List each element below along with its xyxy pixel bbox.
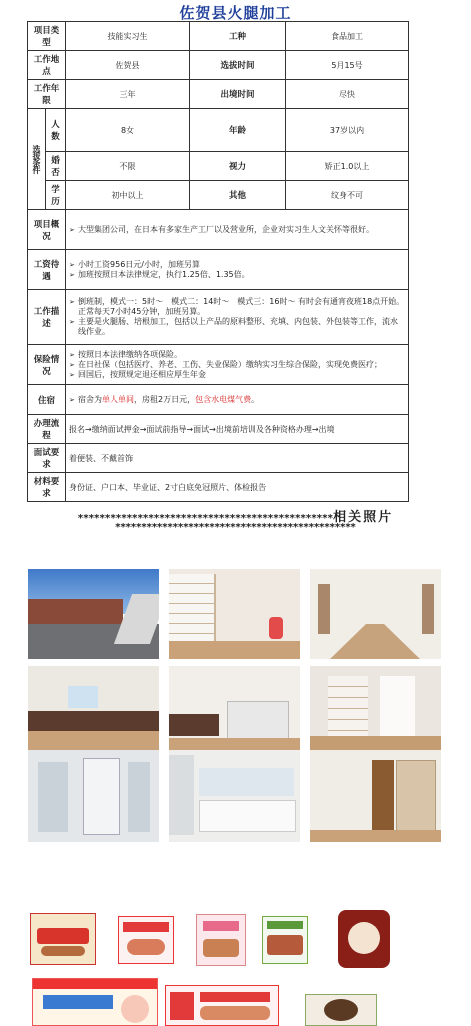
value-process: 报名→缴纳面试押金→面试前指导→面试→出境前培训及各种资格办理→出境 <box>66 415 409 444</box>
photos-heading-stars: ********************************************** <box>115 522 356 533</box>
label-selection: 选拔条件 <box>32 145 41 173</box>
photo-corridor <box>310 569 441 659</box>
label-count: 人数 <box>46 109 66 152</box>
value-years: 三年 <box>66 80 190 109</box>
overview-cell <box>66 210 409 250</box>
photos-heading: ***********************************************相关照片 <box>77 510 394 525</box>
label-materials: 材料要求 <box>28 473 66 502</box>
label-housing: 住宿 <box>28 385 66 415</box>
photo-kitchen-appliances <box>169 666 300 756</box>
value-type: 技能实习生 <box>66 22 190 51</box>
label-overview: 项目概况 <box>28 210 66 250</box>
value-materials: 身份证、户口本、毕业证、2寸白底免冠照片、体检报告 <box>66 473 409 502</box>
label-years: 工作年限 <box>28 80 66 109</box>
label-age: 年龄 <box>190 109 286 152</box>
insurance-item: ➢ 回国后，按照规定退还相应厚生年金 <box>69 370 405 380</box>
housing-highlight-utilities: 包含水电煤气费 <box>195 394 252 404</box>
photos-heading-label: 相关照片 <box>333 510 394 525</box>
photo-bedroom-door <box>310 750 441 842</box>
label-marital: 婚否 <box>46 152 66 181</box>
label-job: 工种 <box>190 22 286 51</box>
job-info-table <box>27 21 409 502</box>
label-salary: 工资待遇 <box>28 250 66 290</box>
label-description: 工作描述 <box>28 290 66 345</box>
photo-washroom <box>169 750 300 842</box>
label-exam-time: 选拔时间 <box>190 51 286 80</box>
salary-item: ➢ 小时工资956日元/小时，加班另算 <box>69 260 405 270</box>
value-location: 佐贺县 <box>66 51 190 80</box>
photo-kitchen <box>28 666 159 756</box>
label-location: 工作地点 <box>28 51 66 80</box>
description-item: ➢ 倒班制，模式一：5时～ 模式二：14时～ 模式三：16时～ 有时会有通宵夜班18点开始。正常每天7小时45分钟，加班另算。 <box>69 297 405 317</box>
description-cell <box>66 290 409 345</box>
housing-text: ➢ 宿舍为单人单间，房租2万日元，包含水电煤气费。 <box>69 395 405 405</box>
label-insurance: 保险情况 <box>28 345 66 385</box>
photo-shower-room <box>28 750 159 842</box>
insurance-item: ➢ 按照日本法律缴纳各项保险。 <box>69 350 405 360</box>
photo-shoe-cabinet-hall <box>169 569 300 659</box>
page-title: 佐贺县火腿加工 <box>179 4 292 22</box>
label-interview: 面试要求 <box>28 444 66 473</box>
housing-highlight-room: 单人单间 <box>102 394 135 404</box>
product-sausage-pack-4 <box>262 916 308 964</box>
value-other: 纹身不可 <box>286 181 409 210</box>
overview-item: ➢ 大型集团公司，在日本有多家生产工厂以及营业所，企业对实习生人文关怀等很好。 <box>69 225 405 235</box>
value-count: 8女 <box>66 109 190 152</box>
salary-cell <box>66 250 409 290</box>
value-job: 食品加工 <box>286 22 409 51</box>
product-roast-pork-pack <box>338 910 390 968</box>
value-education: 初中以上 <box>66 181 190 210</box>
label-selection-cell <box>28 109 46 210</box>
product-sausage-pack-3 <box>196 914 246 966</box>
product-sausage-no1-pack <box>165 985 279 1026</box>
value-depart: 尽快 <box>286 80 409 109</box>
label-education: 学历 <box>46 181 66 210</box>
housing-cell <box>66 385 409 415</box>
value-exam-time: 5月15号 <box>286 51 409 80</box>
description-item: ➢ 主要是火腿肠、培根加工，包括以上产品的原料整形、充填、内包装、外包装等工作，流水线作业。 <box>69 317 405 337</box>
label-process: 办理流程 <box>28 415 66 444</box>
photo-storage-room <box>310 666 441 756</box>
value-marital: 不限 <box>66 152 190 181</box>
photo-building-exterior <box>28 569 159 659</box>
product-sausage-pack-1 <box>30 913 96 965</box>
label-type: 项目类型 <box>28 22 66 51</box>
label-other: 其他 <box>190 181 286 210</box>
salary-item: ➢ 加班按照日本法律规定，执行1.25倍、1.35倍。 <box>69 270 405 280</box>
product-sausage-pack-2 <box>118 916 174 964</box>
value-interview: 着便装、不戴首饰 <box>66 444 409 473</box>
product-bacon-pack <box>305 994 377 1026</box>
value-age: 37岁以内 <box>286 109 409 152</box>
insurance-cell <box>66 345 409 385</box>
insurance-item: ➢ 在日社保（包括医疗、养老、工伤、失业保险）缴纳实习生综合保险，实现免费医疗； <box>69 360 405 370</box>
label-vision: 视力 <box>190 152 286 181</box>
label-depart: 出境时间 <box>190 80 286 109</box>
value-vision: 矫正1.0以上 <box>286 152 409 181</box>
product-ham-pack <box>32 978 158 1026</box>
